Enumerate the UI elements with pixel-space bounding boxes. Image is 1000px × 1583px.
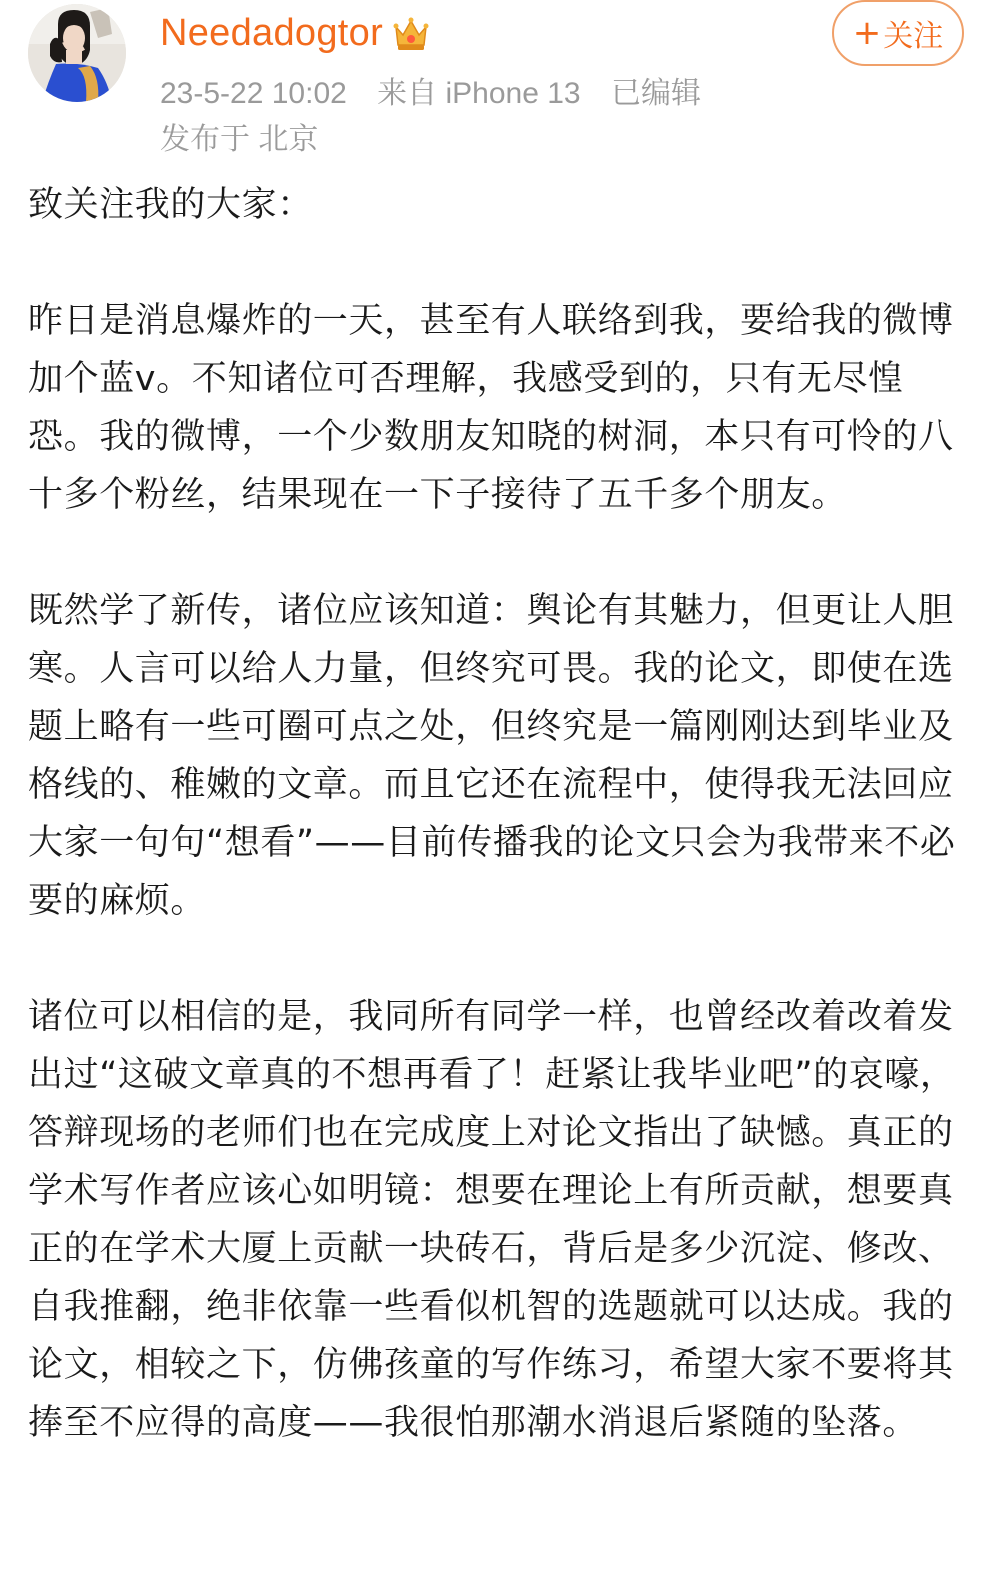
crown-icon bbox=[391, 13, 431, 53]
post-meta bbox=[160, 68, 723, 112]
paragraph-2: 既然学了新传，诸位应该知道：舆论有其魅力，但更让人胆寒。人言可以给人力量，但终究可畏。我的论文，即使在选题上略有一些可圈可点之处，但终究是一篇刚刚达到毕业及格线的、稚嫩的文章。而且它还在流程中，使得我无法回应大家一句句“想看”——目前传播我的论文只会为我带来不必要的麻烦。 bbox=[28, 591, 956, 921]
post-date: 23-5-22 10:02 bbox=[160, 77, 347, 110]
avatar-photo bbox=[28, 4, 126, 102]
post-body bbox=[28, 176, 972, 1510]
post-source: 来自 iPhone 13 bbox=[377, 77, 581, 110]
post-header bbox=[0, 0, 1000, 160]
edited-label[interactable]: 已编辑 bbox=[610, 77, 701, 110]
username[interactable]: Needadogtor bbox=[160, 11, 384, 54]
follow-button[interactable] bbox=[832, 0, 964, 66]
post-location: 发布于 北京 bbox=[160, 123, 319, 156]
greeting: 致关注我的大家： bbox=[28, 185, 313, 225]
avatar[interactable] bbox=[28, 4, 126, 102]
paragraph-1: 昨日是消息爆炸的一天，甚至有人联络到我，要给我的微博加个蓝v。不知诸位可否理解，我感受到的，只有无尽惶恐。我的微博，一个少数朋友知晓的树洞，本只有可怜的八十多个粉丝，结果现在一下子接待了五千多个朋友。 bbox=[28, 301, 954, 515]
paragraph-3: 诸位可以相信的是，我同所有同学一样，也曾经改着改着发出过“这破文章真的不想再看了！赶紧让我毕业吧”的哀嚎，答辩现场的老师们也在完成度上对论文指出了缺憾。真正的学术写作者应该心如明镜：想要在理论上有所贡献，想要真正的在学术大厦上贡献一块砖石，背后是多少沉淀、修改、自我推翻，绝非依靠一些看似机智的选题就可以达成。我的论文，相较之下，仿佛孩童的写作练习，希望大家不要将其捧至不应得的高度——我很怕那潮水消退后紧随的坠落。 bbox=[28, 997, 956, 1443]
follow-label: 关注 bbox=[883, 19, 944, 54]
plus-icon: + bbox=[852, 13, 882, 53]
username-row bbox=[160, 10, 431, 56]
